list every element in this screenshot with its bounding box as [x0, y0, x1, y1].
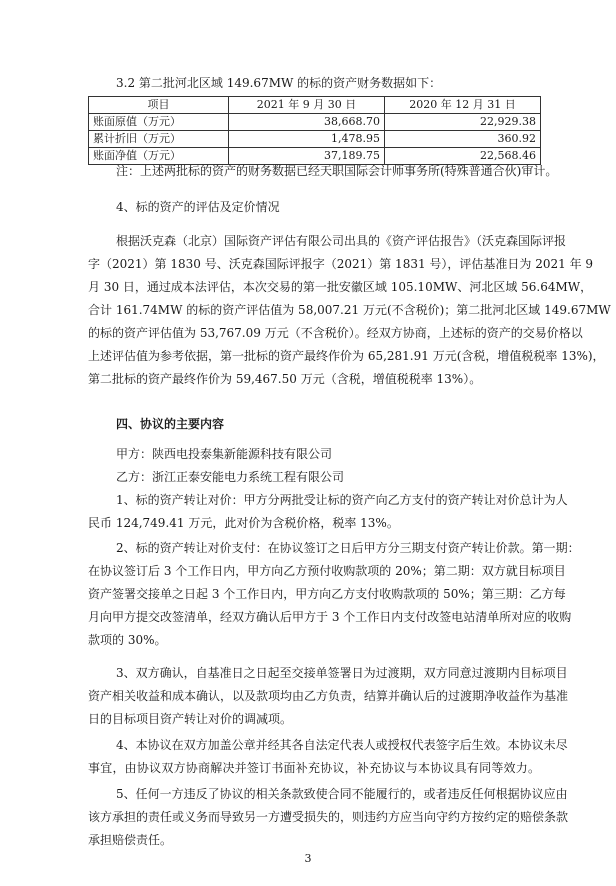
table-cell: 1,478.95 — [229, 131, 385, 148]
table-cell: 累计折旧（万元） — [89, 131, 229, 148]
paragraph-line: 根据沃克森（北京）国际资产评估有限公司出具的《资产评估报告》（沃克森国际评报 — [116, 234, 567, 248]
paragraph-line: 4、本协议在双方加盖公章并经其各自法定代表人或授权代表签字后生效。本协议未尽 — [116, 738, 568, 752]
table-cell: 22,568.46 — [385, 148, 541, 165]
party-a: 甲方：陕西电投泰集新能源科技有限公司 — [116, 447, 333, 461]
paragraph-line: 在协议签订后 3 个工作日内，甲方向乙方预付收购款项的 20%；第二期：双方就目标项目 — [88, 564, 566, 578]
table-header-cell: 2021 年 9 月 30 日 — [229, 97, 385, 114]
table-row — [89, 114, 541, 131]
table-cell: 账面净值（万元） — [89, 148, 229, 165]
paragraph-line: 5、任何一方违反了协议的相关条款致使合同不能履行的，或者违反任何根据协议应由 — [116, 787, 568, 801]
paragraph-line: 3、双方确认，自基准日之日起至交接单签署日为过渡期，双方同意过渡期内目标项目 — [116, 666, 568, 680]
table-cell: 22,929.38 — [385, 114, 541, 131]
paragraph-line: 民币 124,749.41 万元，此对价为含税价格，税率 13%。 — [88, 516, 399, 530]
financial-table — [88, 96, 541, 165]
paragraph-line: 1、标的资产转让对价：甲方分两批受让标的资产向乙方支付的资产转让对价总计为人 — [116, 493, 568, 507]
page-number: 3 — [304, 852, 312, 865]
paragraph-line: 该方承担的责任或义务而导致另一方遭受损失的，则违约方应当向守约方按约定的赔偿条款 — [88, 810, 569, 824]
table-header-row — [89, 97, 541, 114]
table-cell: 38,668.70 — [229, 114, 385, 131]
table-header-cell: 2020 年 12 月 31 日 — [385, 97, 541, 114]
table-cell: 37,189.75 — [229, 148, 385, 165]
section-heading: 四、协议的主要内容 — [116, 417, 225, 431]
table-cell: 360.92 — [385, 131, 541, 148]
paragraph-line: 月 30 日，通过成本法评估，本次交易的第一批安徽区域 105.10MW、河北区域 56.64MW， — [88, 280, 593, 294]
table-row — [89, 148, 541, 165]
paragraph-line: 资产签署交接单之日起 3 个工作日内，甲方向乙方支付收购款项的 50%；第三期：乙方每 — [88, 587, 566, 601]
paragraph-line: 2、标的资产转让对价支付：在协议签订之日后甲方分三期支付资产转让价款。第一期： — [116, 541, 580, 555]
paragraph-line: 事宜，由协议双方协商解决并签订书面补充协议，补充协议与本协议具有同等效力。 — [88, 761, 540, 775]
paragraph-line: 的标的资产评估值为 53,767.09 万元（不含税价）。经双方协商，上述标的资产的交易价格以 — [88, 326, 583, 340]
section4-title: 4、标的资产的评估及定价情况 — [116, 200, 280, 214]
section-title: 3.2 第二批河北区域 149.67MW 的标的资产财务数据如下： — [116, 76, 442, 90]
table-header-cell: 项目 — [89, 97, 229, 114]
paragraph-line: 款项的 30%。 — [88, 633, 167, 647]
audit-note: 注：上述两批标的资产的财务数据已经天职国际会计师事务所(特殊普通合伙)审计。 — [116, 164, 558, 178]
paragraph-line: 上述评估值为参考依据，第一批标的资产最终作价为 65,281.91 万元(含税，增值税税率 13%)， — [88, 349, 605, 363]
paragraph-line: 字（2021）第 1830 号、沃克森国际评报字（2021）第 1831 号），评估基准日为 2021 年 9 — [88, 257, 594, 271]
paragraph-line: 承担赔偿责任。 — [88, 833, 173, 847]
paragraph-line: 日的目标项目资产转让对价的调减项。 — [88, 712, 293, 726]
paragraph-line: 资产相关收益和成本确认，以及款项均由乙方负责，结算并确认后的过渡期净收益作为基准 — [88, 689, 569, 703]
table-row — [89, 131, 541, 148]
paragraph-line: 合计 161.74MW 的标的资产评估值为 58,007.21 万元(不含税价)；第二批河北区域 149.67MW — [88, 303, 611, 317]
table-cell: 账面原值（万元） — [89, 114, 229, 131]
party-b: 乙方：浙江正泰安能电力系统工程有限公司 — [116, 470, 345, 484]
paragraph-line: 月向甲方提交改签清单，经双方确认后甲方于 3 个工作日内支付改签电站清单所对应的收购 — [88, 610, 572, 624]
paragraph-line: 第二批标的资产最终作价为 59,467.50 万元（含税，增值税税率 13%）。 — [88, 372, 482, 386]
